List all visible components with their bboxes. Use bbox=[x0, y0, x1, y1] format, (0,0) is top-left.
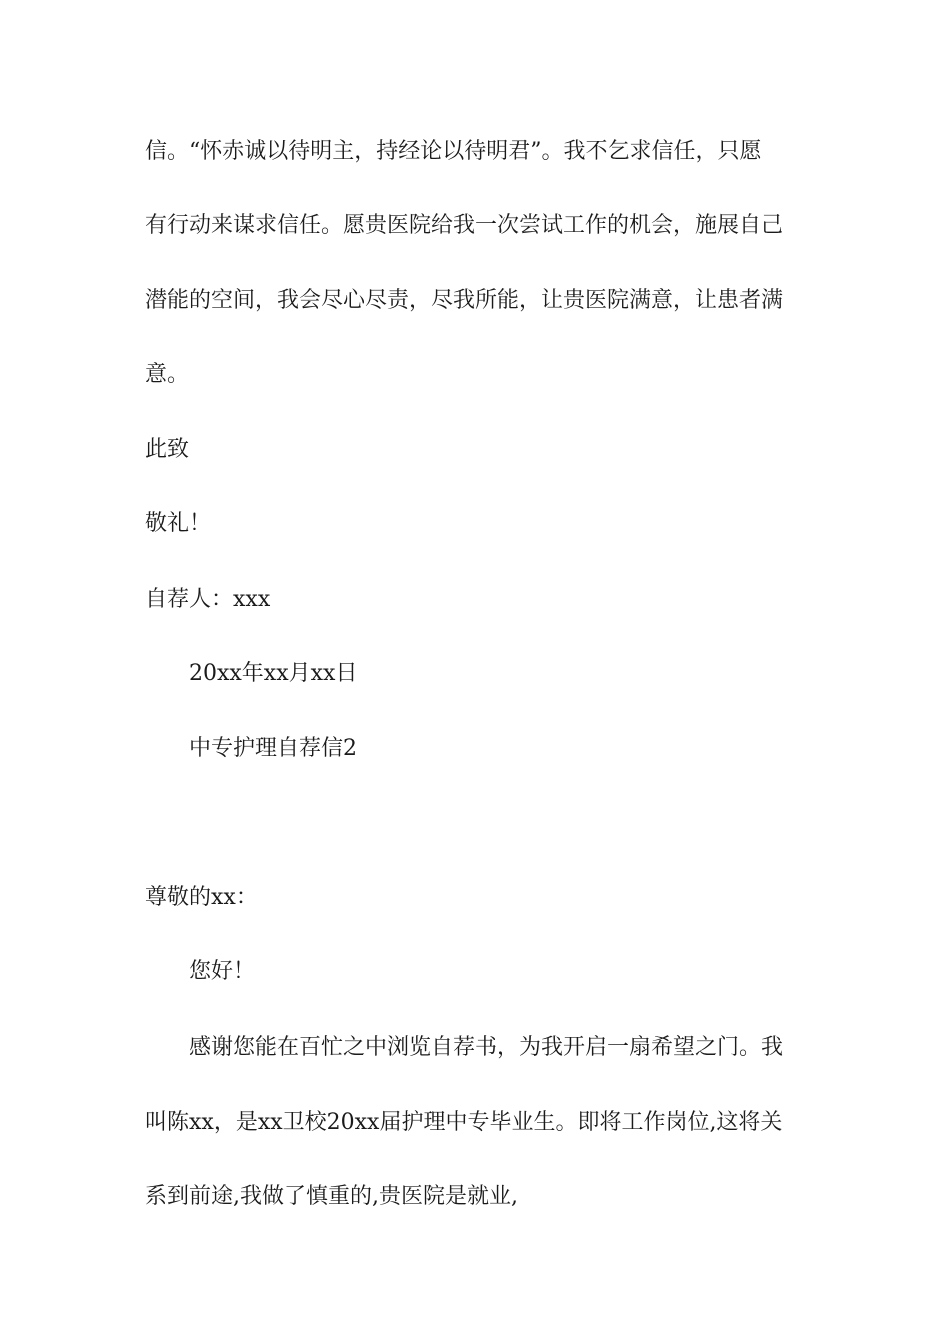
body-text-line: 意。 bbox=[145, 362, 190, 387]
body-text-line: 信。“怀赤诚以待明主，持经论以待明君”。我不乞求信任，只愿 bbox=[145, 139, 762, 164]
body-text-line: 潜能的空间，我会尽心尽责，尽我所能，让贵医院满意，让患者满 bbox=[145, 288, 784, 313]
date-line: 20xx年xx月xx日 bbox=[189, 661, 358, 686]
signature-line: 自荐人：xxx bbox=[145, 587, 271, 612]
greeting-line: 尊敬的xx： bbox=[145, 885, 258, 910]
closing-line: 此致 bbox=[145, 437, 190, 462]
body-text-line: 系到前途,我做了慎重的,贵医院是就业, bbox=[145, 1184, 518, 1209]
salutation-line: 敬礼！ bbox=[145, 511, 212, 536]
greeting-line: 您好！ bbox=[189, 959, 256, 984]
body-text-line: 有行动来谋求信任。愿贵医院给我一次尝试工作的机会，施展自己 bbox=[145, 213, 784, 238]
body-text-line: 感谢您能在百忙之中浏览自荐书，为我开启一扇希望之门。我 bbox=[189, 1035, 784, 1060]
body-text-line: 叫陈xx，是xx卫校20xx届护理中专毕业生。即将工作岗位,这将关 bbox=[145, 1110, 783, 1135]
section-title: 中专护理自荐信2 bbox=[189, 736, 357, 761]
